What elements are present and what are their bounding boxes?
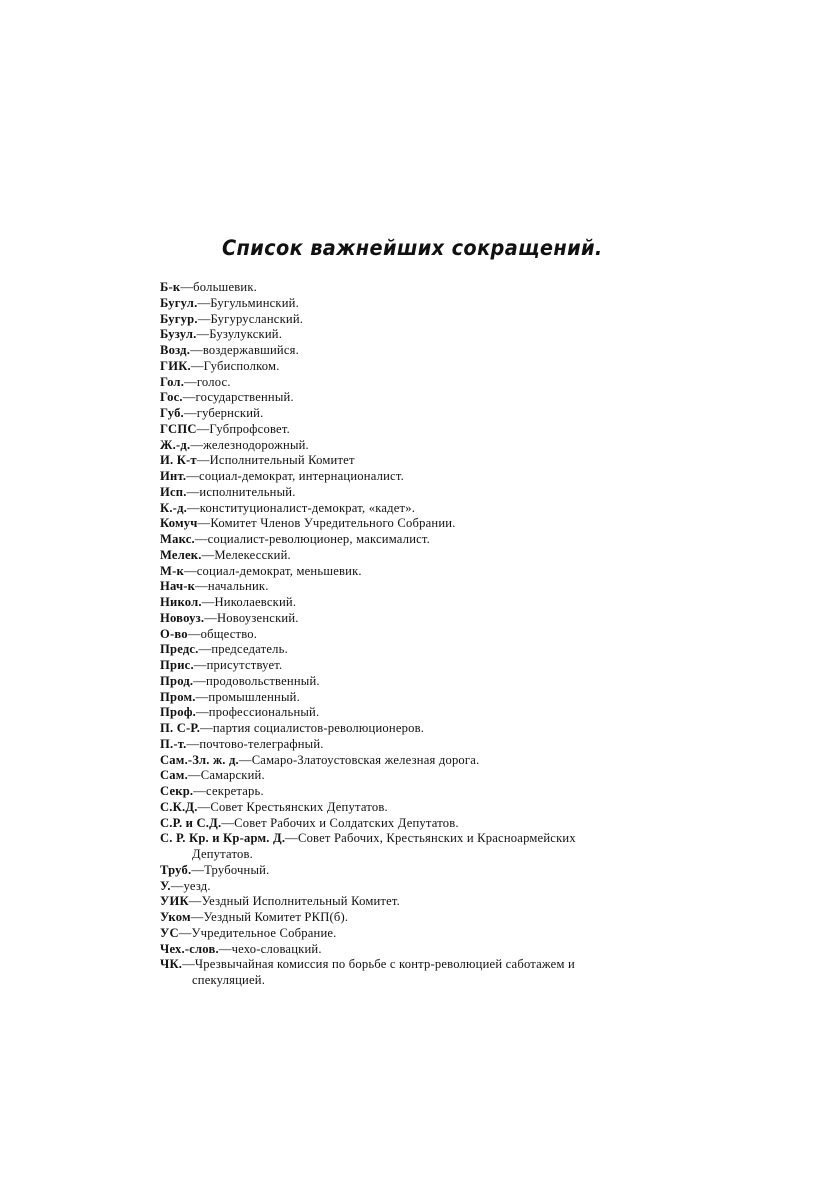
abbreviation: Гол. — [160, 374, 185, 389]
list-item — [160, 296, 640, 312]
definition: —Новоузенский. — [204, 610, 299, 625]
definition: —Николаевский. — [201, 595, 297, 609]
definition: —Трубочный. — [191, 862, 270, 877]
abbreviation: Прод. — [160, 673, 194, 688]
definition: —исполнительный. — [186, 484, 296, 499]
abbreviation: Труб. — [160, 862, 192, 877]
abbreviation: С.Р. и С.Д. — [160, 815, 222, 830]
list-item — [160, 768, 640, 784]
abbreviation: Бугур. — [160, 311, 198, 326]
abbreviation: ГСПС — [160, 421, 197, 436]
definition: —Уездный Комитет РКП(б). — [190, 910, 349, 924]
abbreviation: ГИК. — [160, 358, 191, 373]
definition: —Чрезвычайная комиссия по борьбе с контр-революцией саботажем и спекуляцией. — [182, 957, 575, 987]
abbreviation: У. — [160, 878, 171, 893]
definition: —уезд. — [170, 878, 211, 893]
definition: —железнодорожный. — [190, 437, 309, 452]
list-item — [160, 721, 640, 737]
list-item — [160, 469, 640, 485]
definition: —продовольственный. — [193, 673, 320, 688]
definition: —чехо-словацкий. — [218, 941, 322, 956]
definition: —социалист-революционер, максималист. — [194, 532, 431, 546]
definition: —Бузулукский. — [196, 327, 283, 342]
list-item — [160, 327, 640, 343]
list-item — [160, 595, 640, 611]
definition: —конституционалист-демократ, «кадет». — [187, 500, 416, 515]
list-item — [160, 564, 640, 580]
list-item — [160, 343, 640, 359]
definition: —Бугульминский. — [197, 295, 299, 310]
list-item — [160, 359, 640, 375]
abbreviation: К.-д. — [160, 500, 187, 515]
list-item — [160, 863, 640, 879]
definition: —губернский. — [183, 406, 264, 420]
definition: —социал-демократ, интернационалист. — [186, 469, 404, 483]
definition: —председатель. — [198, 642, 288, 657]
definition: —Мелекесский. — [201, 547, 291, 562]
list-item — [160, 674, 640, 690]
list-item — [160, 375, 640, 391]
abbreviation: О-во — [160, 626, 188, 641]
abbreviation: Ж.-д. — [160, 437, 191, 452]
definition: —Самаро-Златоустовская железная дорога. — [238, 752, 480, 767]
list-item — [160, 453, 640, 469]
list-item — [160, 611, 640, 627]
definition: —Губисполком. — [190, 358, 280, 373]
abbreviation: Никол. — [160, 595, 202, 609]
list-item — [160, 957, 640, 989]
definition: —секретарь. — [193, 784, 264, 798]
abbreviation: Сам.-Зл. ж. д. — [160, 752, 239, 767]
definition: —большевик. — [180, 280, 257, 294]
definition: —Самарский. — [187, 768, 265, 783]
list-item — [160, 406, 640, 422]
abbreviation: Макс. — [160, 532, 195, 546]
list-item — [160, 879, 640, 895]
definition: —начальник. — [195, 579, 269, 594]
definition: —государственный. — [182, 390, 294, 405]
definition: —Губпрофсовет. — [196, 421, 290, 436]
abbreviation: Уком — [160, 910, 191, 924]
list-item — [160, 816, 640, 832]
abbreviation: С.К.Д. — [160, 799, 198, 814]
definition: —Совет Крестьянских Депутатов. — [197, 799, 388, 814]
abbreviation: М-к — [160, 563, 184, 578]
list-item — [160, 280, 640, 296]
list-item — [160, 485, 640, 501]
abbreviation: Бугул. — [160, 295, 198, 310]
definition: —Учредительное Собрание. — [178, 925, 337, 940]
list-item — [160, 658, 640, 674]
definition: —Комитет Членов Учредительного Собрании. — [197, 516, 456, 531]
list-item — [160, 942, 640, 958]
list-item — [160, 627, 640, 643]
list-item — [160, 831, 640, 863]
list-item — [160, 910, 640, 926]
list-item — [160, 894, 640, 910]
definition: —присутствует. — [193, 658, 283, 672]
list-item — [160, 926, 640, 942]
abbreviation: Пром. — [160, 689, 196, 704]
definition: —Уездный Исполнительный Комитет. — [188, 894, 401, 909]
abbreviation: Возд. — [160, 343, 191, 357]
abbreviation: П.-т. — [160, 736, 187, 751]
abbreviation: ЧК. — [160, 957, 183, 972]
list-item — [160, 690, 640, 706]
list-item — [160, 705, 640, 721]
list-item — [160, 784, 640, 800]
list-item — [160, 532, 640, 548]
list-item — [160, 642, 640, 658]
abbreviation: Исп. — [160, 484, 187, 499]
abbreviation: Чех.-слов. — [160, 941, 219, 956]
list-item — [160, 800, 640, 816]
list-item — [160, 737, 640, 753]
abbreviation: С. Р. Кр. и Кр-арм. Д. — [160, 831, 286, 846]
abbreviation: Прис. — [160, 658, 194, 672]
abbreviation: Сам. — [160, 768, 188, 783]
abbreviation: УИК — [160, 894, 189, 909]
abbreviation: Проф. — [160, 705, 196, 720]
definition: —общество. — [187, 626, 258, 641]
definition: —Совет Рабочих, Крестьянских и Красноармейских Депутатов. — [192, 831, 576, 861]
definition: —почтово-телеграфный. — [186, 736, 324, 751]
abbreviation: Новоуз. — [160, 610, 205, 625]
definition: —голос. — [184, 374, 231, 389]
abbreviation: Предс. — [160, 642, 199, 657]
list-item — [160, 579, 640, 595]
abbreviation: Б-к — [160, 280, 181, 294]
definition: —Бугурусланский. — [197, 311, 304, 326]
abbreviation: УС — [160, 925, 179, 940]
page-title: Список важнейших сокращений. — [222, 236, 603, 260]
definition: —воздержавшийся. — [190, 343, 299, 357]
abbreviation-list — [160, 280, 640, 989]
list-item — [160, 438, 640, 454]
list-item — [160, 422, 640, 438]
list-item — [160, 548, 640, 564]
abbreviation: П. С-Р. — [160, 721, 201, 735]
abbreviation: Нач-к — [160, 579, 196, 594]
abbreviation: Губ. — [160, 406, 184, 420]
definition: —партия социалистов-революционеров. — [200, 721, 425, 735]
abbreviation: Бузул. — [160, 327, 197, 342]
list-item — [160, 312, 640, 328]
abbreviation: Секр. — [160, 784, 194, 798]
list-item — [160, 516, 640, 532]
definition: —Исполнительный Комитет — [196, 453, 355, 468]
abbreviation: Мелек. — [160, 547, 202, 562]
list-item — [160, 501, 640, 517]
abbreviation: И. К-т — [160, 453, 197, 468]
abbreviation: Комуч — [160, 516, 198, 531]
abbreviation: Гос. — [160, 390, 183, 405]
definition: —промышленный. — [195, 689, 300, 704]
list-item — [160, 390, 640, 406]
list-item — [160, 753, 640, 769]
definition: —социал-демократ, меньшевик. — [183, 563, 362, 578]
definition: —профессиональный. — [195, 705, 320, 720]
definition: —Совет Рабочих и Солдатских Депутатов. — [221, 815, 459, 830]
abbreviation: Инт. — [160, 469, 187, 483]
